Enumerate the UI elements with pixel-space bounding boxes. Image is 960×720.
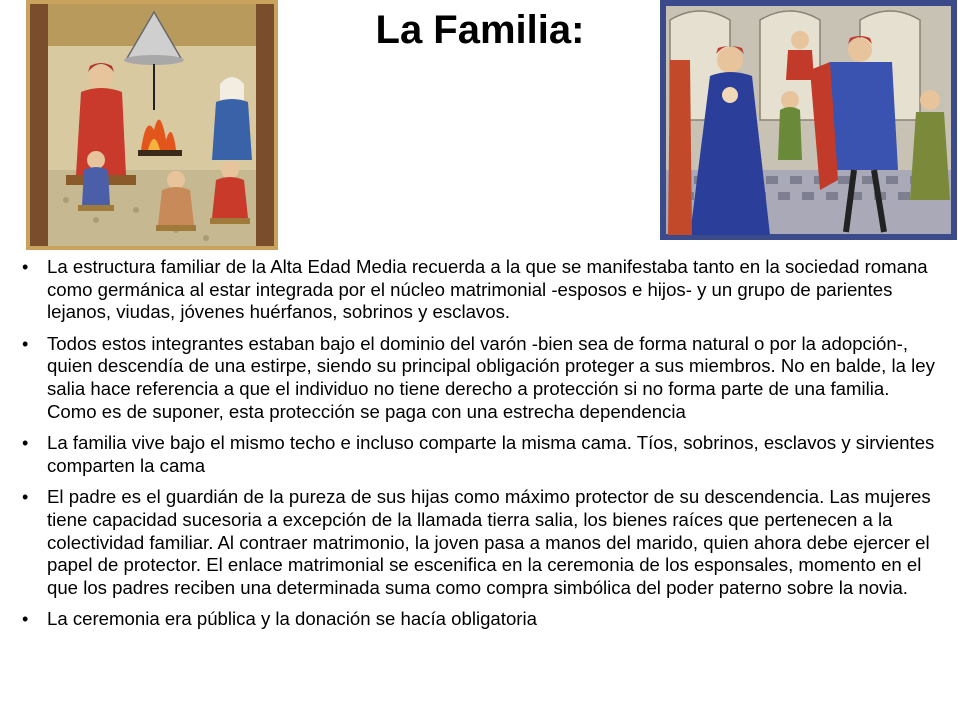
bullet-text: El padre es el guardián de la pureza de sus hijas como máximo protector de su descendencia. Las mujeres tiene capacidad sucesoria a excepción de la llamada tierra salia, los bienes raíces que pertenecen a la colectividad familiar. Al contraer matrimonio, la joven pasa a manos del marido, quien ahora debe ejercer el papel de protector. El enlace matrimonial se escenifica en la ceremonia de los esponsales, momento en el que los padres reciben una determinada suma como compra simbólica del poder paterno sobre la novia. <box>47 486 931 598</box>
bullet-list <box>20 256 938 640</box>
list-item <box>20 333 938 423</box>
list-item <box>20 256 938 324</box>
bullet-dot: • <box>22 433 29 454</box>
list-item <box>20 486 938 599</box>
list-item <box>20 608 938 631</box>
medieval-family-scene-illumination <box>660 0 957 240</box>
bullet-text: La ceremonia era pública y la donación se hacía obligatoria <box>47 608 537 630</box>
bullet-dot: • <box>22 333 29 354</box>
medieval-hearth-illumination <box>26 0 278 250</box>
bullet-text: Todos estos integrantes estaban bajo el dominio del varón -bien sea de forma natural o por la adopción-, quien descendía de una estirpe, siendo su principal obligación proteger a sus miembros. No en balde, la ley salia hace referencia a que el individuo no tiene derecho a protección si no forma parte de una familia. Como es de suponer, esta protección se paga con una estrecha dependencia <box>47 332 935 422</box>
bullet-text: La familia vive bajo el mismo techo e incluso comparte la misma cama. Tíos, sobrinos, esclavos y sirvientes comparten la cama <box>47 432 935 476</box>
bullet-dot: • <box>22 487 29 508</box>
bullet-dot: • <box>22 609 29 630</box>
list-item <box>20 432 938 477</box>
slide-title: La Familia: <box>375 8 585 52</box>
bullet-text: La estructura familiar de la Alta Edad Media recuerda a la que se manifestaba tanto en la sociedad romana como germánica al estar integrada por el núcleo matrimonial -esposos e hijos- y un grupo de parientes lejanos, viudas, jóvenes huérfanos, sobrinos y esclavos. <box>47 256 928 323</box>
bullet-dot: • <box>22 257 29 277</box>
